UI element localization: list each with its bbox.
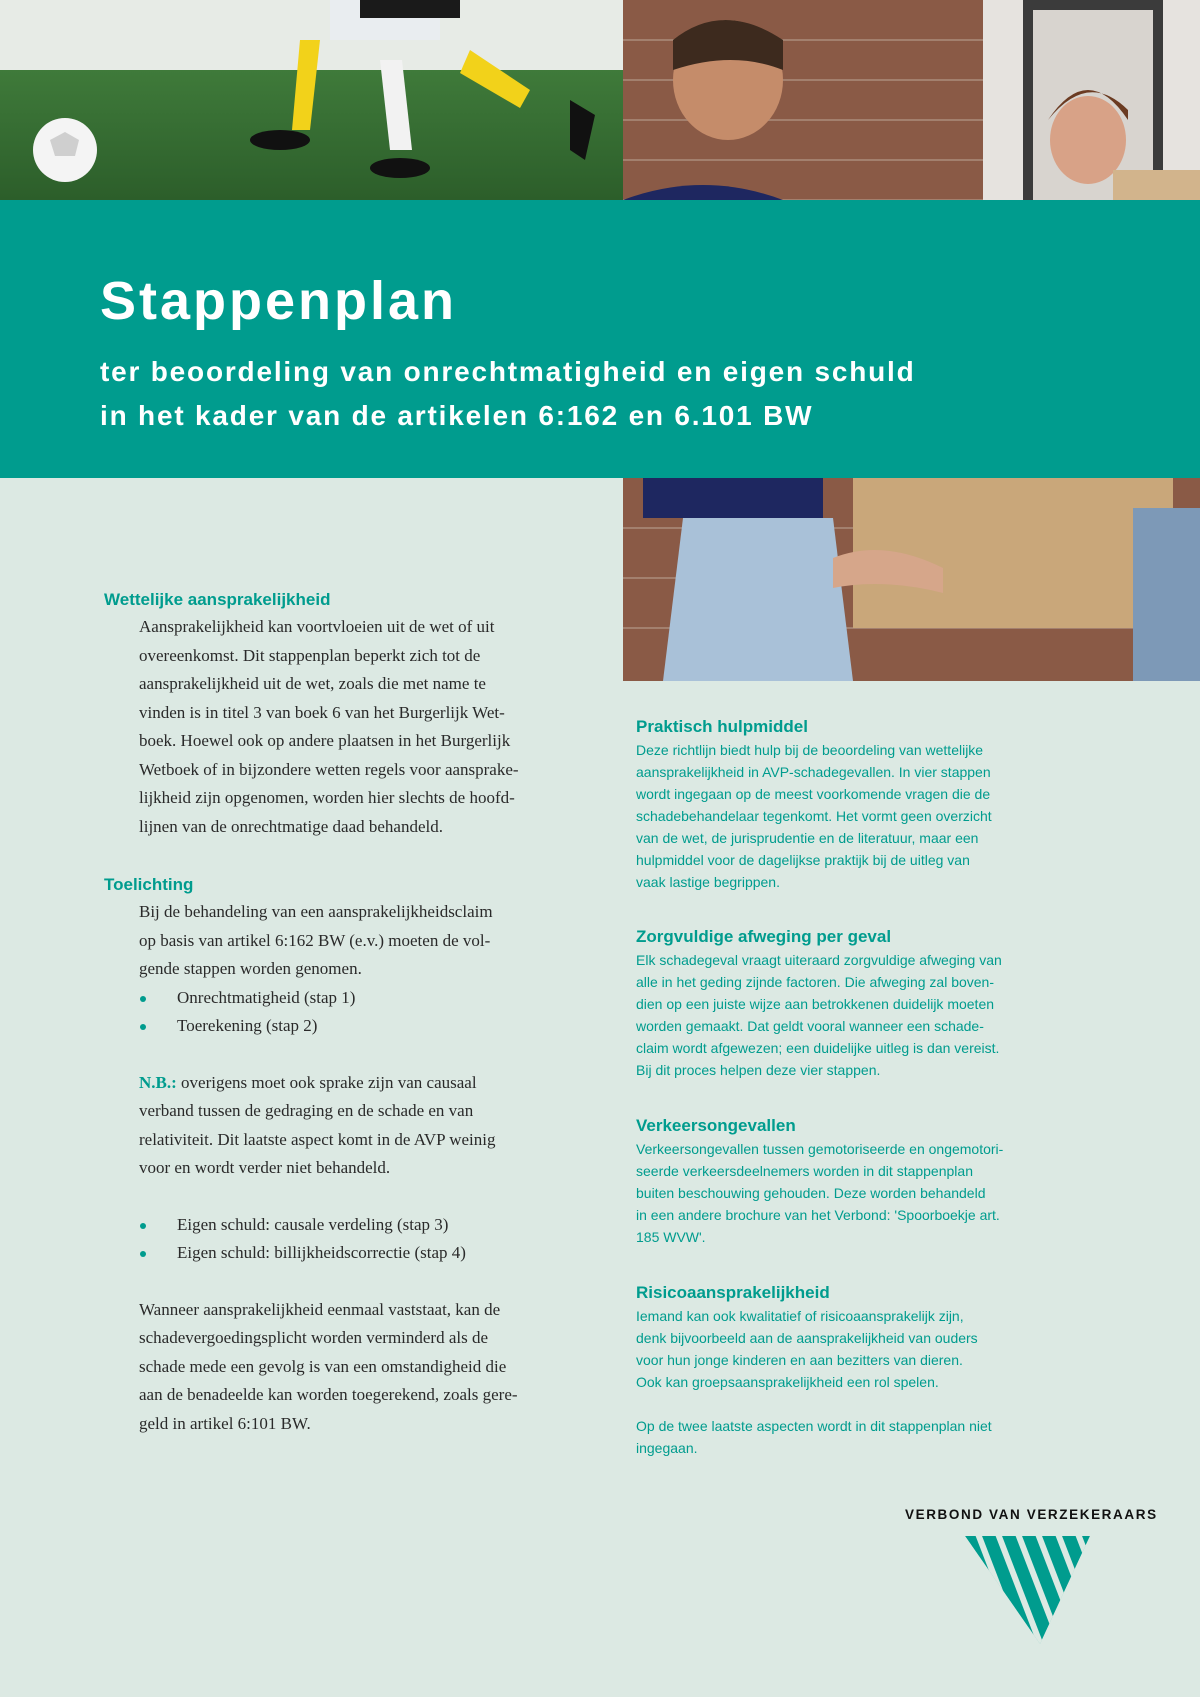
closing-paragraph: Wanneer aansprakelijkheid eenmaal vaststaat, kan de schadevergoedingsplicht worden verminderd als de schade mede een gevolg is van een omstandigheid die aan de benadeelde kan worden toegerekend, zoals gere- geld in artikel 6:101 BW. xyxy=(139,1299,518,1433)
logo-text: VERBOND VAN VERZEKERAARS xyxy=(905,1507,1158,1522)
section-body: Deze richtlijn biedt hulp bij de beoordeling van wettelijke aansprakelijkheid in AVP-schadegevallen. In vier stappen wordt ingegaan op de meest voorkomende vragen die de schadebehandelaar tegenkomt. Het vormt geen overzicht van de wet, de jurisprudentie en de literatuur, maar een hulpmiddel voor de dagelijkse praktijk bij de uitleg van vaak lastige begrippen. xyxy=(636,742,992,890)
section-body: Iemand kan ook kwalitatief of risicoaansprakelijk zijn, denk bijvoorbeeld aan de aansprakelijkheid van ouders voor hun jonge kinderen en aan bezitters van dieren. Ook kan groepsaansprakelijkheid een rol spelen. xyxy=(636,1308,978,1390)
carrying-box-photo xyxy=(623,478,1200,681)
subtitle-line-1: ter beoordeling van onrechtmatigheid en eigen schuld xyxy=(100,356,916,387)
section-body: Verkeersongevallen tussen gemotoriseerde en ongemotori- seerde verkeersdeelnemers worden in dit stappenplan buiten beschouwing gehouden. Deze worden behandeld in een andere brochure van het Verbond: 'Spoorboekje art. 185 WVW'. xyxy=(636,1141,1004,1245)
closing-note: Op de twee laatste aspecten wordt in dit stappenplan niet ingegaan. xyxy=(636,1418,992,1456)
list-item: Toerekening (stap 2) xyxy=(139,1012,574,1041)
page-title: Stappenplan xyxy=(100,271,458,331)
section-heading: Zorgvuldige afweging per geval xyxy=(636,927,892,946)
section-heading: Risicoaansprakelijkheid xyxy=(636,1283,830,1302)
section-body: Aansprakelijkheid kan voortvloeien uit de wet of uit overeenkomst. Dit stappenplan beperkt zich tot de aansprakelijkheid uit de wet, zoals die met name te vinden is in titel 3 van boek 6 van het Burgerlijk Wet- boek. Hoewel ook op andere plaatsen in het Burgerlijk Wetboek of in bijzondere wetten regels voor aansprake- lijkheid zijn opgenomen, worden hier slechts de hoofd- lijnen van de onrechtmatige daad behandeld. xyxy=(139,617,519,836)
list-item: Eigen schuld: billijkheidscorrectie (stap 4) xyxy=(139,1239,574,1268)
bullet-icon xyxy=(140,1251,146,1257)
nb-note: N.B.: overigens moet ook sprake zijn van causaal verband tussen de gedraging en de schade en van relativiteit. Dit laatste aspect komt in de AVP weinig voor en wordt verder niet behandeld. xyxy=(139,1072,496,1177)
list-item: Onrechtmatigheid (stap 1) xyxy=(139,984,574,1013)
subtitle-line-2: in het kader van de artikelen 6:162 en 6.101 BW xyxy=(100,400,814,431)
list-item: Eigen schuld: causale verdeling (stap 3) xyxy=(139,1211,574,1240)
section-toelichting xyxy=(104,875,574,1438)
section-praktisch-hulpmiddel xyxy=(636,717,1071,893)
section-risicoaansprakelijkheid xyxy=(636,1283,1071,1459)
steps-list xyxy=(104,984,574,1041)
bullet-icon xyxy=(140,1024,146,1030)
section-heading: Wettelijke aansprakelijkheid xyxy=(104,590,331,609)
soccer-photo xyxy=(0,0,623,200)
section-heading: Toelichting xyxy=(104,875,194,894)
section-heading: Verkeersongevallen xyxy=(636,1116,796,1135)
section-wettelijke-aansprakelijkheid xyxy=(104,590,574,841)
bullet-icon xyxy=(140,1223,146,1229)
section-body: Elk schadegeval vraagt uiteraard zorgvuldige afweging van alle in het geding zijnde factoren. Die afweging zal boven- dien op een juiste wijze aan betrokkenen duidelijk moeten worden gemaakt. Dat geldt vooral wanneer een schade- claim wordt afgewezen; een duidelijke uitleg is dan vereist. Bij dit proces helpen deze vier stappen. xyxy=(636,952,1002,1078)
verbond-logo-icon xyxy=(965,1536,1090,1644)
section-verkeersongevallen xyxy=(636,1116,1071,1248)
section-heading: Praktisch hulpmiddel xyxy=(636,717,808,736)
eigen-schuld-list xyxy=(104,1211,574,1268)
section-body: Bij de behandeling van een aansprakelijkheidsclaim op basis van artikel 6:162 BW (e.v.) moeten de vol- gende stappen worden genomen. xyxy=(139,902,493,978)
bullet-icon xyxy=(140,996,146,1002)
section-zorgvuldige-afweging xyxy=(636,927,1071,1081)
